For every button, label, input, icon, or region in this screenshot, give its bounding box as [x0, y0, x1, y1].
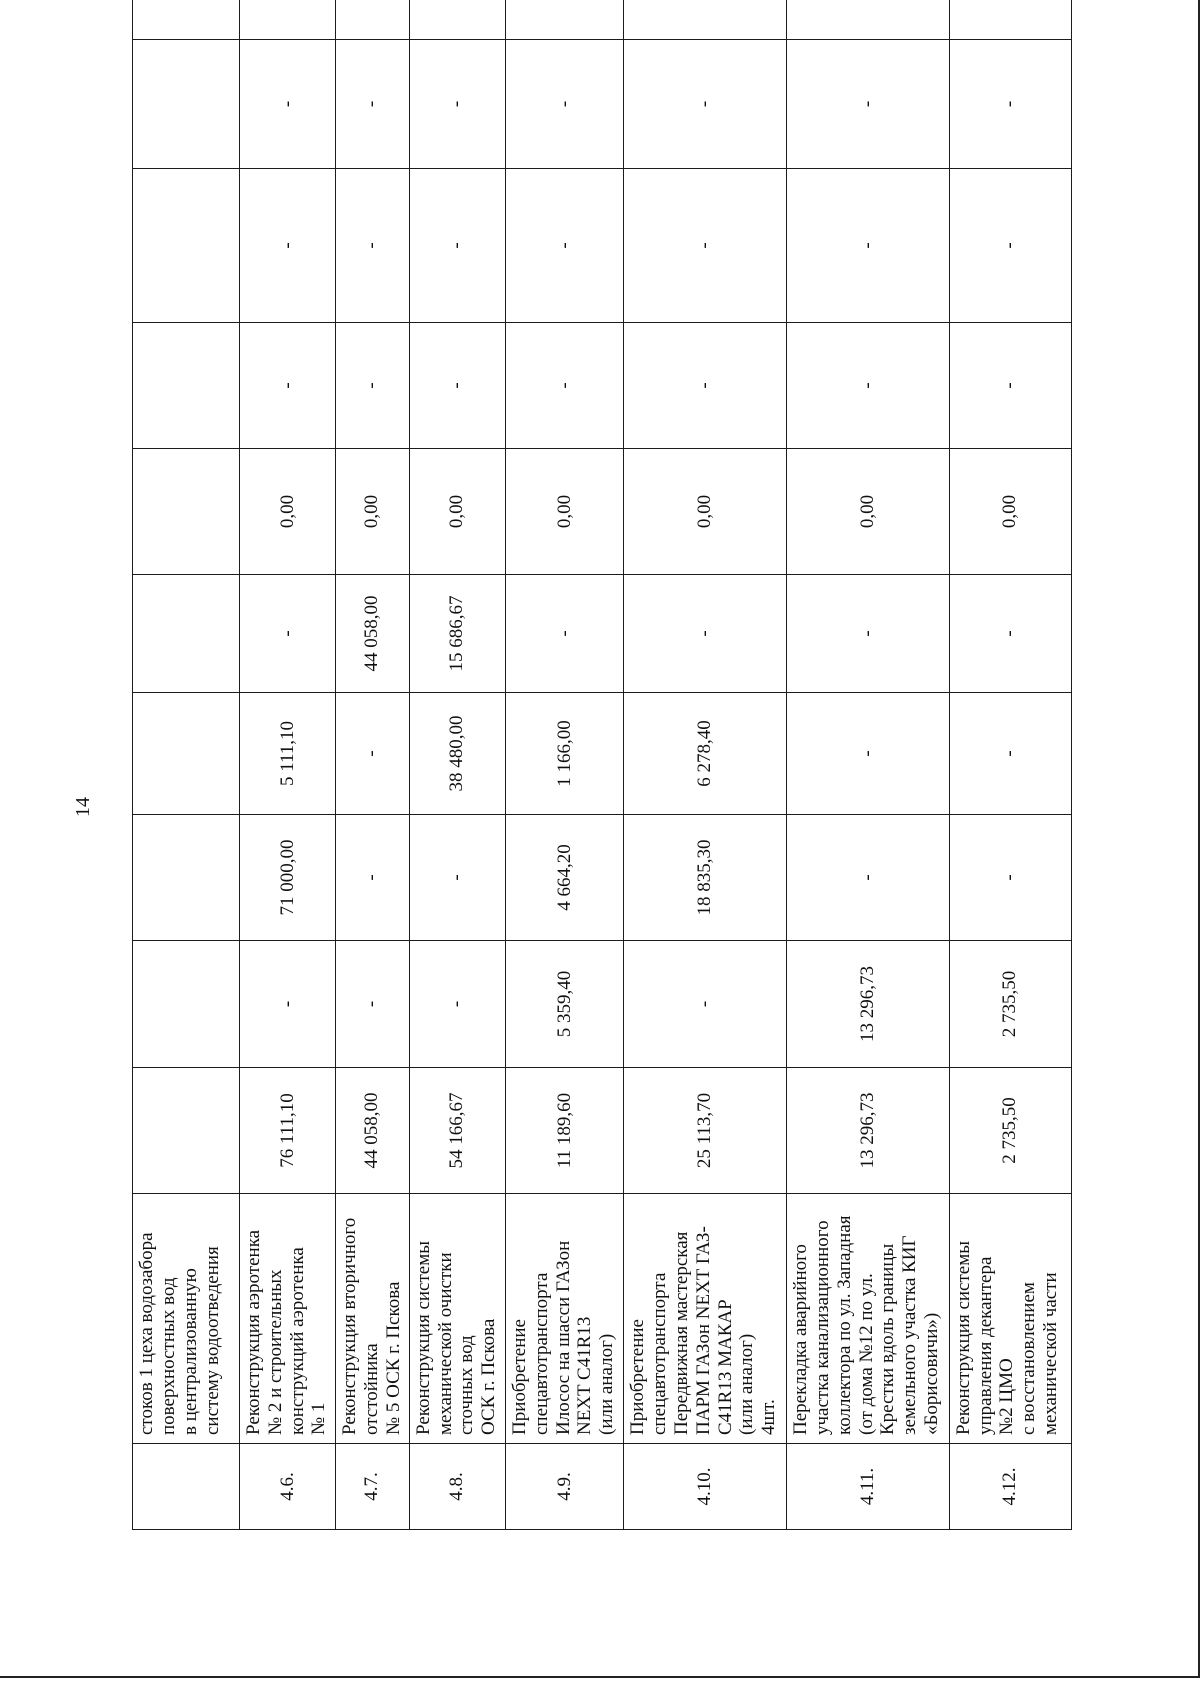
value-cell: - [409, 941, 505, 1068]
measure-name-line: № 1 [308, 1402, 330, 1435]
value-cell: - [949, 815, 1071, 941]
value-cell: - [949, 40, 1071, 169]
table-row [239, 0, 335, 1530]
value-cell: - [786, 40, 949, 169]
measure-name-line: C41R13 МАКАР [714, 1299, 736, 1435]
value-cell [133, 575, 240, 693]
value-cell [133, 693, 240, 815]
table-body [133, 0, 1072, 1530]
value-cell: 0,00 [949, 449, 1071, 575]
value-cell: 44 058,00 [335, 1068, 409, 1194]
measure-name-line: Реконструкция аэротенка [242, 1229, 264, 1435]
value-cell: 4 664,20 [505, 815, 623, 941]
measure-name-line: Реконструкция системы [952, 1240, 974, 1435]
measure-name-line: конструкций аэротенка [286, 1247, 308, 1435]
measure-name-line: спецавтотранспорта [530, 1272, 552, 1435]
value-cell: 71 000,00 [239, 815, 335, 941]
value-cell: - [409, 169, 505, 323]
value-cell: - [786, 575, 949, 693]
value-cell [335, 0, 409, 40]
value-cell: 2 735,50 [949, 1068, 1071, 1194]
value-cell: 0,00 [335, 449, 409, 575]
measure-name-line: 4шт. [758, 1399, 780, 1435]
row-number-cell: 4.7. [335, 1444, 409, 1530]
value-cell: 5 111,10 [239, 693, 335, 815]
measure-name-line: механической очистки [434, 1252, 456, 1435]
page-edge-right [1198, 0, 1200, 1676]
investment-table [132, 0, 1072, 1530]
value-cell: 25 113,70 [624, 1068, 787, 1194]
value-cell [133, 323, 240, 449]
table-row [786, 0, 949, 1530]
value-cell: 13 296,73 [786, 941, 949, 1068]
value-cell: - [409, 815, 505, 941]
value-cell: 0,00 [409, 449, 505, 575]
value-cell: - [335, 941, 409, 1068]
table-row [409, 0, 505, 1530]
measure-name-line: Илосос на шасси ГАЗон [552, 1240, 574, 1435]
value-cell: 0,00 [505, 449, 623, 575]
row-number-cell [133, 1444, 240, 1530]
value-cell: - [949, 575, 1071, 693]
measure-name-line: механической части [1040, 1272, 1062, 1435]
measure-name-cell [133, 1194, 240, 1444]
value-cell: 38 480,00 [409, 693, 505, 815]
measure-name-line: «Борисовичи») [921, 1312, 943, 1435]
value-cell: 76 111,10 [239, 1068, 335, 1194]
table-row [949, 0, 1071, 1530]
measure-name-line: Приобретение [627, 1319, 649, 1435]
value-cell: - [786, 815, 949, 941]
measure-name-line: Приобретение [508, 1319, 530, 1435]
value-cell: 15 686,67 [409, 575, 505, 693]
value-cell [133, 941, 240, 1068]
value-cell: - [239, 941, 335, 1068]
measure-name-cell [409, 1194, 505, 1444]
measure-name-line: NEXT C41R13 [574, 1316, 596, 1435]
value-cell: 13 296,73 [786, 1068, 949, 1194]
value-cell: - [335, 169, 409, 323]
measure-name-line: отстойника [360, 1343, 382, 1435]
row-number-cell: 4.11. [786, 1444, 949, 1530]
value-cell: 0,00 [786, 449, 949, 575]
value-cell [409, 0, 505, 40]
value-cell: 6 278,40 [624, 693, 787, 815]
row-number-cell: 4.9. [505, 1444, 623, 1530]
value-cell [133, 40, 240, 169]
value-cell: - [239, 575, 335, 693]
value-cell: - [624, 169, 787, 323]
measure-name-cell [505, 1194, 623, 1444]
measure-name-cell [624, 1194, 787, 1444]
measure-name-line: ПАРМ ГАЗон NEXT ГАЗ- [692, 1226, 714, 1435]
value-cell [133, 449, 240, 575]
value-cell: - [239, 169, 335, 323]
value-cell: - [949, 693, 1071, 815]
value-cell [949, 0, 1071, 40]
value-cell [133, 815, 240, 941]
measure-name-line: (или аналог) [596, 1333, 618, 1435]
value-cell: - [786, 323, 949, 449]
value-cell: - [335, 40, 409, 169]
measure-name-cell [786, 1194, 949, 1444]
measure-name-line: систему водоотведения [201, 1246, 223, 1435]
row-number-cell: 4.6. [239, 1444, 335, 1530]
table-row [505, 0, 623, 1530]
page-edge-bottom [0, 1676, 1200, 1678]
value-cell: 44 058,00 [335, 575, 409, 693]
table-row [335, 0, 409, 1530]
measure-name-line: № 2 и строительных [264, 1269, 286, 1435]
value-cell: - [949, 169, 1071, 323]
value-cell [239, 0, 335, 40]
document-sheet [132, 70, 1072, 1530]
value-cell: - [624, 575, 787, 693]
measure-name-line: управления декантера [974, 1256, 996, 1435]
value-cell: - [335, 815, 409, 941]
table-row [624, 0, 787, 1530]
value-cell: - [505, 323, 623, 449]
value-cell: - [335, 323, 409, 449]
value-cell: - [624, 40, 787, 169]
value-cell [624, 0, 787, 40]
value-cell: - [409, 40, 505, 169]
value-cell: - [335, 693, 409, 815]
measure-name-line: в централизованную [179, 1268, 201, 1435]
measure-name-line: (от дома №12 по ул. [855, 1273, 877, 1435]
value-cell [133, 0, 240, 40]
measure-name-line: сточных вод [456, 1335, 478, 1435]
value-cell: - [505, 575, 623, 693]
value-cell: - [505, 40, 623, 169]
value-cell: 18 835,30 [624, 815, 787, 941]
measure-name-line: №2 ЦМО [996, 1358, 1018, 1435]
measure-name-line: Перекладка аварийного [789, 1244, 811, 1435]
value-cell: 5 359,40 [505, 941, 623, 1068]
measure-name-line: ОСК г. Пскова [478, 1318, 500, 1435]
value-cell: - [624, 941, 787, 1068]
row-number-cell: 4.10. [624, 1444, 787, 1530]
value-cell: - [505, 169, 623, 323]
value-cell [786, 0, 949, 40]
measure-name-cell [949, 1194, 1071, 1444]
measure-name-line: Передвижная мастерская [670, 1231, 692, 1435]
measure-name-line: (или аналог) [736, 1333, 758, 1435]
value-cell: 1 166,00 [505, 693, 623, 815]
measure-name-line: № 5 ОСК г. Пскова [382, 1281, 404, 1435]
measure-name-line: спецавтотранспорта [649, 1272, 671, 1435]
measure-name-line: Реконструкция вторичного [338, 1217, 360, 1435]
value-cell [133, 169, 240, 323]
value-cell: - [624, 323, 787, 449]
row-number-cell: 4.12. [949, 1444, 1071, 1530]
value-cell: 0,00 [239, 449, 335, 575]
value-cell: - [409, 323, 505, 449]
table-row [133, 0, 240, 1530]
value-cell [505, 0, 623, 40]
measure-name-cell [335, 1194, 409, 1444]
page-number: 14 [72, 797, 94, 817]
row-number-cell: 4.8. [409, 1444, 505, 1530]
value-cell: 0,00 [624, 449, 787, 575]
measure-name-line: с восстановлением [1018, 1282, 1040, 1435]
measure-name-cell [239, 1194, 335, 1444]
value-cell: - [239, 323, 335, 449]
value-cell: 2 735,50 [949, 941, 1071, 1068]
measure-name-line: Реконструкция системы [412, 1240, 434, 1435]
value-cell: - [786, 693, 949, 815]
measure-name-line: участка канализационного [811, 1220, 833, 1435]
measure-name-line: земельного участка КИГ [899, 1235, 921, 1435]
measure-name-line: поверхностных вод [157, 1277, 179, 1435]
value-cell: 11 189,60 [505, 1068, 623, 1194]
value-cell: 54 166,67 [409, 1068, 505, 1194]
measure-name-line: стоков 1 цеха водозабора [136, 1232, 157, 1435]
value-cell: - [786, 169, 949, 323]
value-cell: - [949, 323, 1071, 449]
measure-name-line: коллектора по ул. Западная [833, 1215, 855, 1435]
value-cell [133, 1068, 240, 1194]
value-cell: - [239, 40, 335, 169]
measure-name-line: Крестки вдоль границы [877, 1243, 899, 1435]
